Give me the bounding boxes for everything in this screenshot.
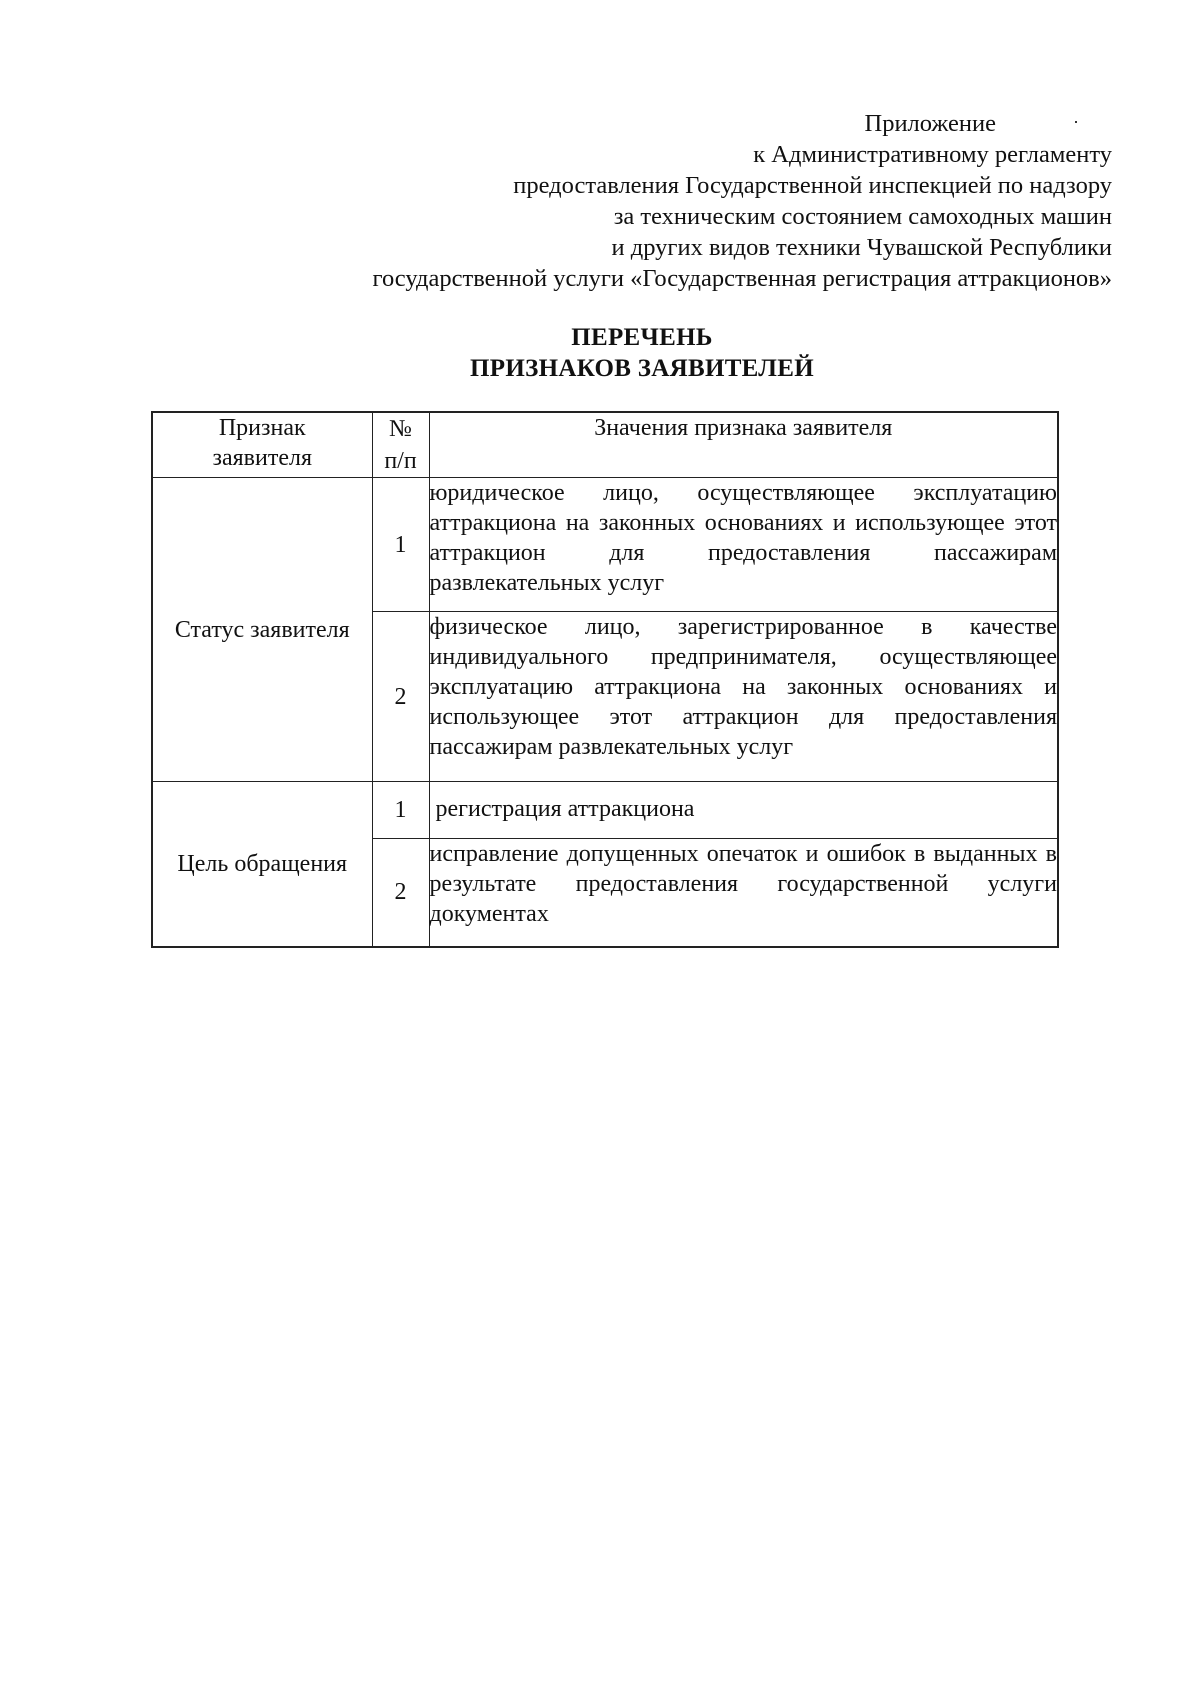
group-purpose: Цель обращения [152,782,372,947]
row-number: 2 [372,612,429,782]
row-value: регистрация аттракциона [429,782,1058,839]
table-row [152,782,1058,839]
group-status: Статус заявителя [152,478,372,782]
title-line-1: ПЕРЕЧЕНЬ [571,324,713,351]
row-value: физическое лицо, зарегистрированное в качестве индивидуального предпринимателя, осуществляющее эксплуатацию аттракциона на законных основаниях и использующее этот аттракцион для предоставления пассажирам развлекательных услуг [429,612,1058,782]
row-number: 1 [372,782,429,839]
row-number: 1 [372,478,429,612]
table-header-row [152,412,1058,478]
header-number [372,412,429,478]
appendix-line-6: государственной услуги «Государственная регистрация аттракционов» [372,265,1112,292]
appendix-header [212,108,1112,294]
header-number-line-2: п/п [384,448,417,474]
title-line-2: ПРИЗНАКОВ ЗАЯВИТЕЛЕЙ [470,355,814,382]
appendix-line-1: Приложение [864,110,996,137]
appendix-line-5: и других видов техники Чувашской Республики [611,234,1112,261]
row-value: юридическое лицо, осуществляющее эксплуатацию аттракциона на законных основаниях и использующее этот аттракцион для предоставления пассажирам развлекательных услуг [429,478,1058,612]
header-attribute-line-1: Признак [218,415,306,441]
appendix-line-3: предоставления Государственной инспекцией по надзору [513,172,1112,199]
row-value: исправление допущенных опечаток и ошибок в выданных в результате предоставления государственной услуги документах [429,839,1058,947]
table-row [152,478,1058,612]
header-number-line-1: № [389,416,412,442]
document-title [150,322,1134,384]
header-attribute-line-2: заявителя [212,445,312,471]
row-number: 2 [372,839,429,947]
appendix-line-2: к Административному регламенту [753,141,1112,168]
appendix-line-4: за техническим состоянием самоходных машин [613,203,1112,230]
applicant-attributes-table [151,411,1059,948]
scan-dot-mark [1075,121,1077,123]
header-attribute [152,412,372,478]
header-value: Значения признака заявителя [429,412,1058,478]
